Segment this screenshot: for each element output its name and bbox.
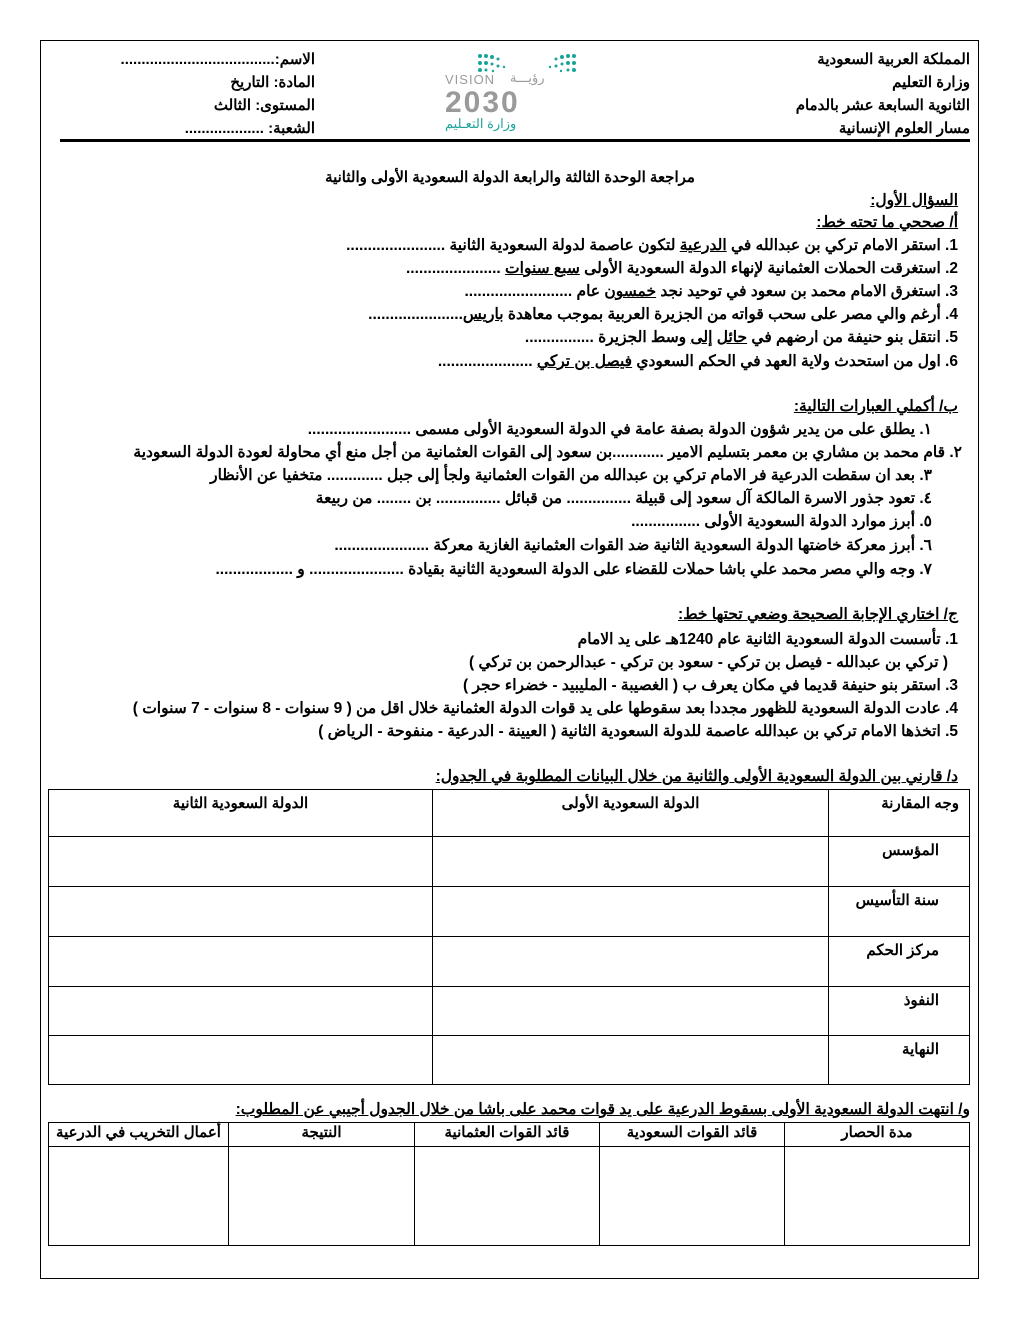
underlined-term: إلى [690,329,713,346]
answer-cell[interactable] [415,1147,600,1246]
column-header: الدولة السعودية الثانية [49,790,433,837]
answer-cell[interactable] [785,1147,970,1246]
column-header: أعمال التخريب في الدرعية [49,1123,229,1147]
section-w-heading: و/ انتهت الدولة السعودية الأولى بسقوط الدرعية على يد قوات محمد على باشا من خلال الجدول أجيبي عن المطلوب: [235,1101,970,1118]
correction-item [465,282,959,302]
siege-table [48,1122,970,1246]
section-a-heading: أ/ صححي ما تحته خط: [816,214,958,231]
item-text: 2. استغرقت الحملات العثمانية لإنهاء الدولة السعودية الأولى [579,260,958,277]
answer-cell[interactable] [229,1147,415,1246]
vision-2030-logo [440,50,580,135]
item-text: لتكون عاصمة لدولة السعودية الثانية ....................... [346,237,680,254]
answer-cell[interactable] [600,1147,785,1246]
table-row [49,887,970,937]
item-text: 1. استقر الامام تركي بن عبدالله في [726,237,958,254]
column-header: قائد القوات السعودية [600,1123,785,1147]
header-divider [60,139,970,142]
table-row [49,1147,970,1246]
country: المملكة العربية السعودية [817,51,970,68]
fill-blank-item: ١. يطلق على من يدير شؤون الدولة بصفة عامة في الدولة السعودية الأولى مسمى ........................ [307,421,932,438]
item-text: 3. استغرق الامام محمد بن سعود في توحيد نجد [656,283,958,300]
section-field[interactable]: الشعبة: ................... [184,120,315,137]
row-label: النهاية [829,1036,970,1085]
column-header: مدة الحصار [785,1123,970,1147]
student-info [121,48,315,140]
answer-cell[interactable] [49,837,433,887]
table-row [49,837,970,887]
row-label: النفوذ [829,987,970,1036]
fill-blank-item: ٣. بعد ان سقطت الدرعية فر الامام تركي بن عبدالله من القوات العثمانية ولجأ إلى جبل ............. متخفيا عن الأنظار [210,467,932,484]
column-header: قائد القوات العثمانية [415,1123,600,1147]
column-header: وجه المقارنة [829,790,970,837]
item-text: 5. انتقل بنو حنيفة من ارضهم في [747,329,958,346]
fill-blank-item: ٧. وجه والي مصر محمد علي باشا حملات للقضاء على الدولة السعودية الثانية بقيادة ...................... و .................. [215,561,932,578]
fill-blank-item: ٤. تعود جذور الاسرة المالكة آل سعود إلى قبيلة ............... من قبائل ............... بن ........ من ربيعة [315,490,932,507]
worksheet-title: مراجعة الوحدة الثالثة والرابعة الدولة السعودية الأولى والثانية [325,169,695,186]
answer-cell[interactable] [433,987,829,1036]
answer-cell[interactable] [49,987,433,1036]
answer-cell[interactable] [433,937,829,987]
answer-cell[interactable] [433,837,829,887]
row-label: المؤسس [829,837,970,887]
multiple-choice-item: 4. عادت الدولة السعودية للظهور مجددا بعد سقوطها على يد قوات الدولة العثمانية خلال اقل من ( 9 سنوات - 8 سنوات - 7 سنوات ) [132,700,958,717]
table-header-row [49,1123,970,1147]
item-text: ...................... [437,353,537,370]
logo-vision-ar: رؤيـــة [510,70,545,85]
column-header: النتيجة [229,1123,415,1147]
school-info [796,48,970,140]
column-header: الدولة السعودية الأولى [433,790,829,837]
answer-cell[interactable] [49,1036,433,1085]
underlined-term: سبع سنوات [505,260,580,277]
name-field[interactable]: الاسم:..................................... [120,51,315,68]
underlined-term: حائل [716,329,748,346]
logo-year: 2030 [445,86,520,119]
correction-item [346,236,958,256]
correction-item [368,305,958,325]
item-text: ...................... [405,260,506,277]
subject: المادة: التاريخ [230,74,315,91]
answer-cell[interactable] [433,887,829,937]
row-label: مركز الحكم [829,937,970,987]
fill-blank-item: ٢. قام محمد بن مشاري بن معمر بتسليم الامير ............بن سعود إلى القوات العثمانية من أجل منع أي محاولة لعودة الدولة السعودية [133,444,962,461]
answer-choices: ( تركي بن عبدالله - فيصل بن تركي - سعود بن تركي - عبدالرحمن بن تركي ) [469,654,948,671]
section-d-heading: د/ قارني بين الدولة السعودية الأولى والثانية من خلال البيانات المطلوبة في الجدول: [435,768,958,785]
item-text: عام ......................... [464,283,605,300]
table-header-row [49,790,970,837]
track: مسار العلوم الإنسانية [838,120,970,137]
underlined-term: فيصل بن تركي [536,353,633,370]
underlined-term: خمسون [604,283,657,300]
table-row [49,1036,970,1085]
answer-cell[interactable] [433,1036,829,1085]
correction-item [438,352,958,372]
correction-item [406,259,958,279]
school-name: الثانوية السابعة عشر بالدمام [795,97,970,114]
comparison-table [48,789,970,1085]
item-text: وسط الجزيرة ................ [524,329,691,346]
level: المستوى: الثالث [213,97,315,114]
question-1-heading: السؤال الأول: [870,192,958,209]
item-text: 6. اول من استحدث ولاية العهد في الحكم السعودي [632,353,958,370]
multiple-choice-item: 5. اتخذها الامام تركي بن عبدالله عاصمة للدولة السعودية الثانية ( العيينة - الدرعية - منفوحة - الرياض ) [318,723,958,740]
logo-vision-en: VISION [445,72,496,87]
underlined-term: الدرعية [679,237,727,254]
row-label: سنة التأسيس [829,887,970,937]
multiple-choice-item: 1. تأسست الدولة السعودية الثانية عام 1240هـ على يد الامام [577,631,958,648]
multiple-choice-item: 3. استقر بنو حنيفة قديما في مكان يعرف ب ( الغصيبة - المليبيد - خضراء حجر ) [463,677,958,694]
answer-cell[interactable] [49,1147,229,1246]
answer-cell[interactable] [49,887,433,937]
answer-cell[interactable] [49,937,433,987]
section-c-heading: ج/ اختاري الإجابة الصحيحة وضعي تحتها خط: [678,606,958,623]
section-b-heading: ب/ أكملي العبارات التالية: [793,398,958,415]
table-row [49,937,970,987]
item-text: 4. أرغم والي مصر على سحب قواته من الجزيرة العربية بموجب معاهدة [503,306,958,323]
fill-blank-item: ٦. أبرز معركة خاضتها الدولة السعودية الثانية ضد القوات العثمانية الغازية معركة ...................... [334,537,932,554]
logo-ministry: وزارة التعـليم [445,116,517,131]
fill-blank-item: ٥. أبرز موارد الدولة السعودية الأولى ................ [631,513,932,530]
correction-item [525,328,958,348]
ministry: وزارة التعليم [892,74,970,91]
item-text: ...................... [368,306,463,323]
underlined-term: باريس [462,306,504,323]
table-row [49,987,970,1036]
